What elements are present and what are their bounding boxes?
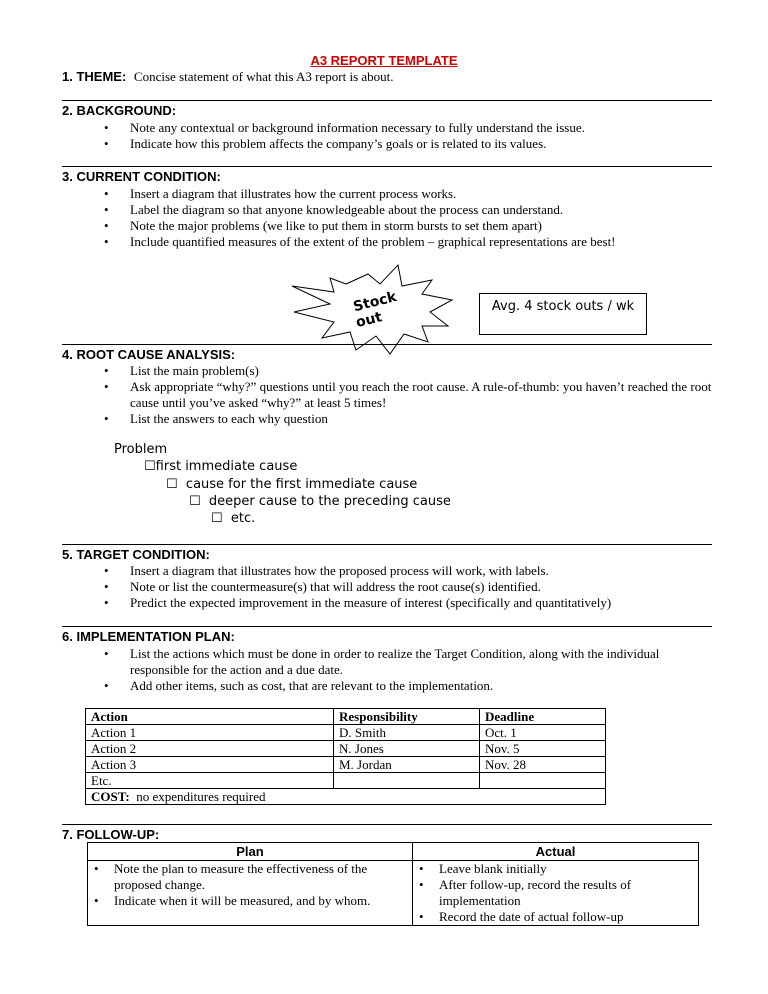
tree-cause-4: ☐ etc. xyxy=(211,511,256,526)
table-header-cell: Action xyxy=(86,709,334,725)
table-cell xyxy=(334,773,480,789)
checkbox-icon: ☐ xyxy=(166,477,178,492)
list-item: • Label the diagram so that anyone knowledgeable about the process can understand. xyxy=(104,202,714,218)
table-row xyxy=(86,725,606,741)
root-cause-list xyxy=(104,363,714,427)
measure-box: Avg. 4 stock outs / wk xyxy=(479,293,647,335)
tree-problem: Problem xyxy=(114,442,168,457)
list-item: • List the answers to each why question xyxy=(104,411,714,427)
target-condition-heading: 5. TARGET CONDITION: xyxy=(62,547,210,562)
background-list xyxy=(104,120,714,152)
table-cell: Action 1 xyxy=(86,725,334,741)
list-item: • Note or list the countermeasure(s) that will address the root cause(s) identified. xyxy=(104,579,714,595)
plan-cell xyxy=(88,861,413,926)
actual-cell xyxy=(413,861,699,926)
actual-header: Actual xyxy=(413,843,699,861)
table-cell: Nov. 28 xyxy=(480,757,606,773)
theme-section xyxy=(62,69,394,85)
current-condition-list xyxy=(104,186,714,250)
follow-up-header-row xyxy=(88,843,699,861)
table-cell: Action 3 xyxy=(86,757,334,773)
checkbox-icon: ☐ xyxy=(189,494,201,509)
divider xyxy=(62,544,712,545)
table-cell: Oct. 1 xyxy=(480,725,606,741)
follow-up-body-row xyxy=(88,861,699,926)
root-cause-heading: 4. ROOT CAUSE ANALYSIS: xyxy=(62,347,236,362)
implementation-table xyxy=(85,708,606,805)
tree-cause-1: ☐first immediate cause xyxy=(144,459,298,474)
list-item: • Leave blank initially xyxy=(413,861,698,877)
list-item: • List the actions which must be done in order to realize the Target Condition, along with the individual responsible for the action and a due date. xyxy=(104,646,704,678)
list-item: • Indicate how this problem affects the company’s goals or is related to its values. xyxy=(104,136,714,152)
checkbox-icon: ☐ xyxy=(211,511,223,526)
table-cell: M. Jordan xyxy=(334,757,480,773)
list-item: • Indicate when it will be measured, and by whom. xyxy=(88,893,412,909)
theme-heading: 1. THEME: xyxy=(62,69,127,84)
list-item: • After follow-up, record the results of implementation xyxy=(413,877,698,909)
burst-label-line2: out xyxy=(354,309,384,332)
background-heading: 2. BACKGROUND: xyxy=(62,103,177,118)
target-condition-list xyxy=(104,563,714,611)
plan-header: Plan xyxy=(88,843,413,861)
theme-text: Concise statement of what this A3 report is about. xyxy=(133,69,394,84)
list-item: • Include quantified measures of the extent of the problem – graphical representations are best! xyxy=(104,234,714,250)
divider xyxy=(62,344,712,345)
table-row xyxy=(86,741,606,757)
table-cell: Nov. 5 xyxy=(480,741,606,757)
list-item: • Record the date of actual follow-up xyxy=(413,909,698,925)
list-item: • Predict the expected improvement in the measure of interest (specifically and quantitatively) xyxy=(104,595,714,611)
divider xyxy=(62,626,712,627)
table-cell: N. Jones xyxy=(334,741,480,757)
table-cell: D. Smith xyxy=(334,725,480,741)
tree-cause-3: ☐ deeper cause to the preceding cause xyxy=(189,494,451,509)
list-item: • Note the major problems (we like to put them in storm bursts to set them apart) xyxy=(104,218,714,234)
list-item: • Note the plan to measure the effectiveness of the proposed change. xyxy=(88,861,412,893)
table-row xyxy=(86,773,606,789)
implementation-heading: 6. IMPLEMENTATION PLAN: xyxy=(62,629,235,644)
page-title: A3 REPORT TEMPLATE xyxy=(310,53,458,68)
cost-row xyxy=(86,789,606,805)
table-header-row xyxy=(86,709,606,725)
table-cell: Etc. xyxy=(86,773,334,789)
list-item: • Ask appropriate “why?” questions until you reach the root cause. A rule-of-thumb: you haven’t reached the root cause until you’ve asked “why?” at least 5 times! xyxy=(104,379,714,411)
follow-up-table xyxy=(87,842,699,926)
list-item: • List the main problem(s) xyxy=(104,363,714,379)
table-cell xyxy=(480,773,606,789)
list-item: • Insert a diagram that illustrates how the current process works. xyxy=(104,186,714,202)
implementation-list xyxy=(104,646,704,694)
cost-label: COST: xyxy=(91,789,130,804)
checkbox-icon: ☐ xyxy=(144,459,156,474)
divider xyxy=(62,100,712,101)
cost-text: no expenditures required xyxy=(136,789,266,804)
divider xyxy=(62,824,712,825)
list-item: • Insert a diagram that illustrates how the proposed process will work, with labels. xyxy=(104,563,714,579)
current-condition-heading: 3. CURRENT CONDITION: xyxy=(62,169,221,184)
list-item: • Add other items, such as cost, that are relevant to the implementation. xyxy=(104,678,704,694)
table-row xyxy=(86,757,606,773)
table-header-cell: Deadline xyxy=(480,709,606,725)
list-item: • Note any contextual or background information necessary to fully understand the issue. xyxy=(104,120,714,136)
follow-up-heading: 7. FOLLOW-UP: xyxy=(62,827,160,842)
divider xyxy=(62,166,712,167)
table-cell: Action 2 xyxy=(86,741,334,757)
cost-cell xyxy=(86,789,606,805)
tree-cause-2: ☐ cause for the first immediate cause xyxy=(166,477,418,492)
burst-label-line1: Stock xyxy=(351,289,399,316)
table-header-cell: Responsibility xyxy=(334,709,480,725)
